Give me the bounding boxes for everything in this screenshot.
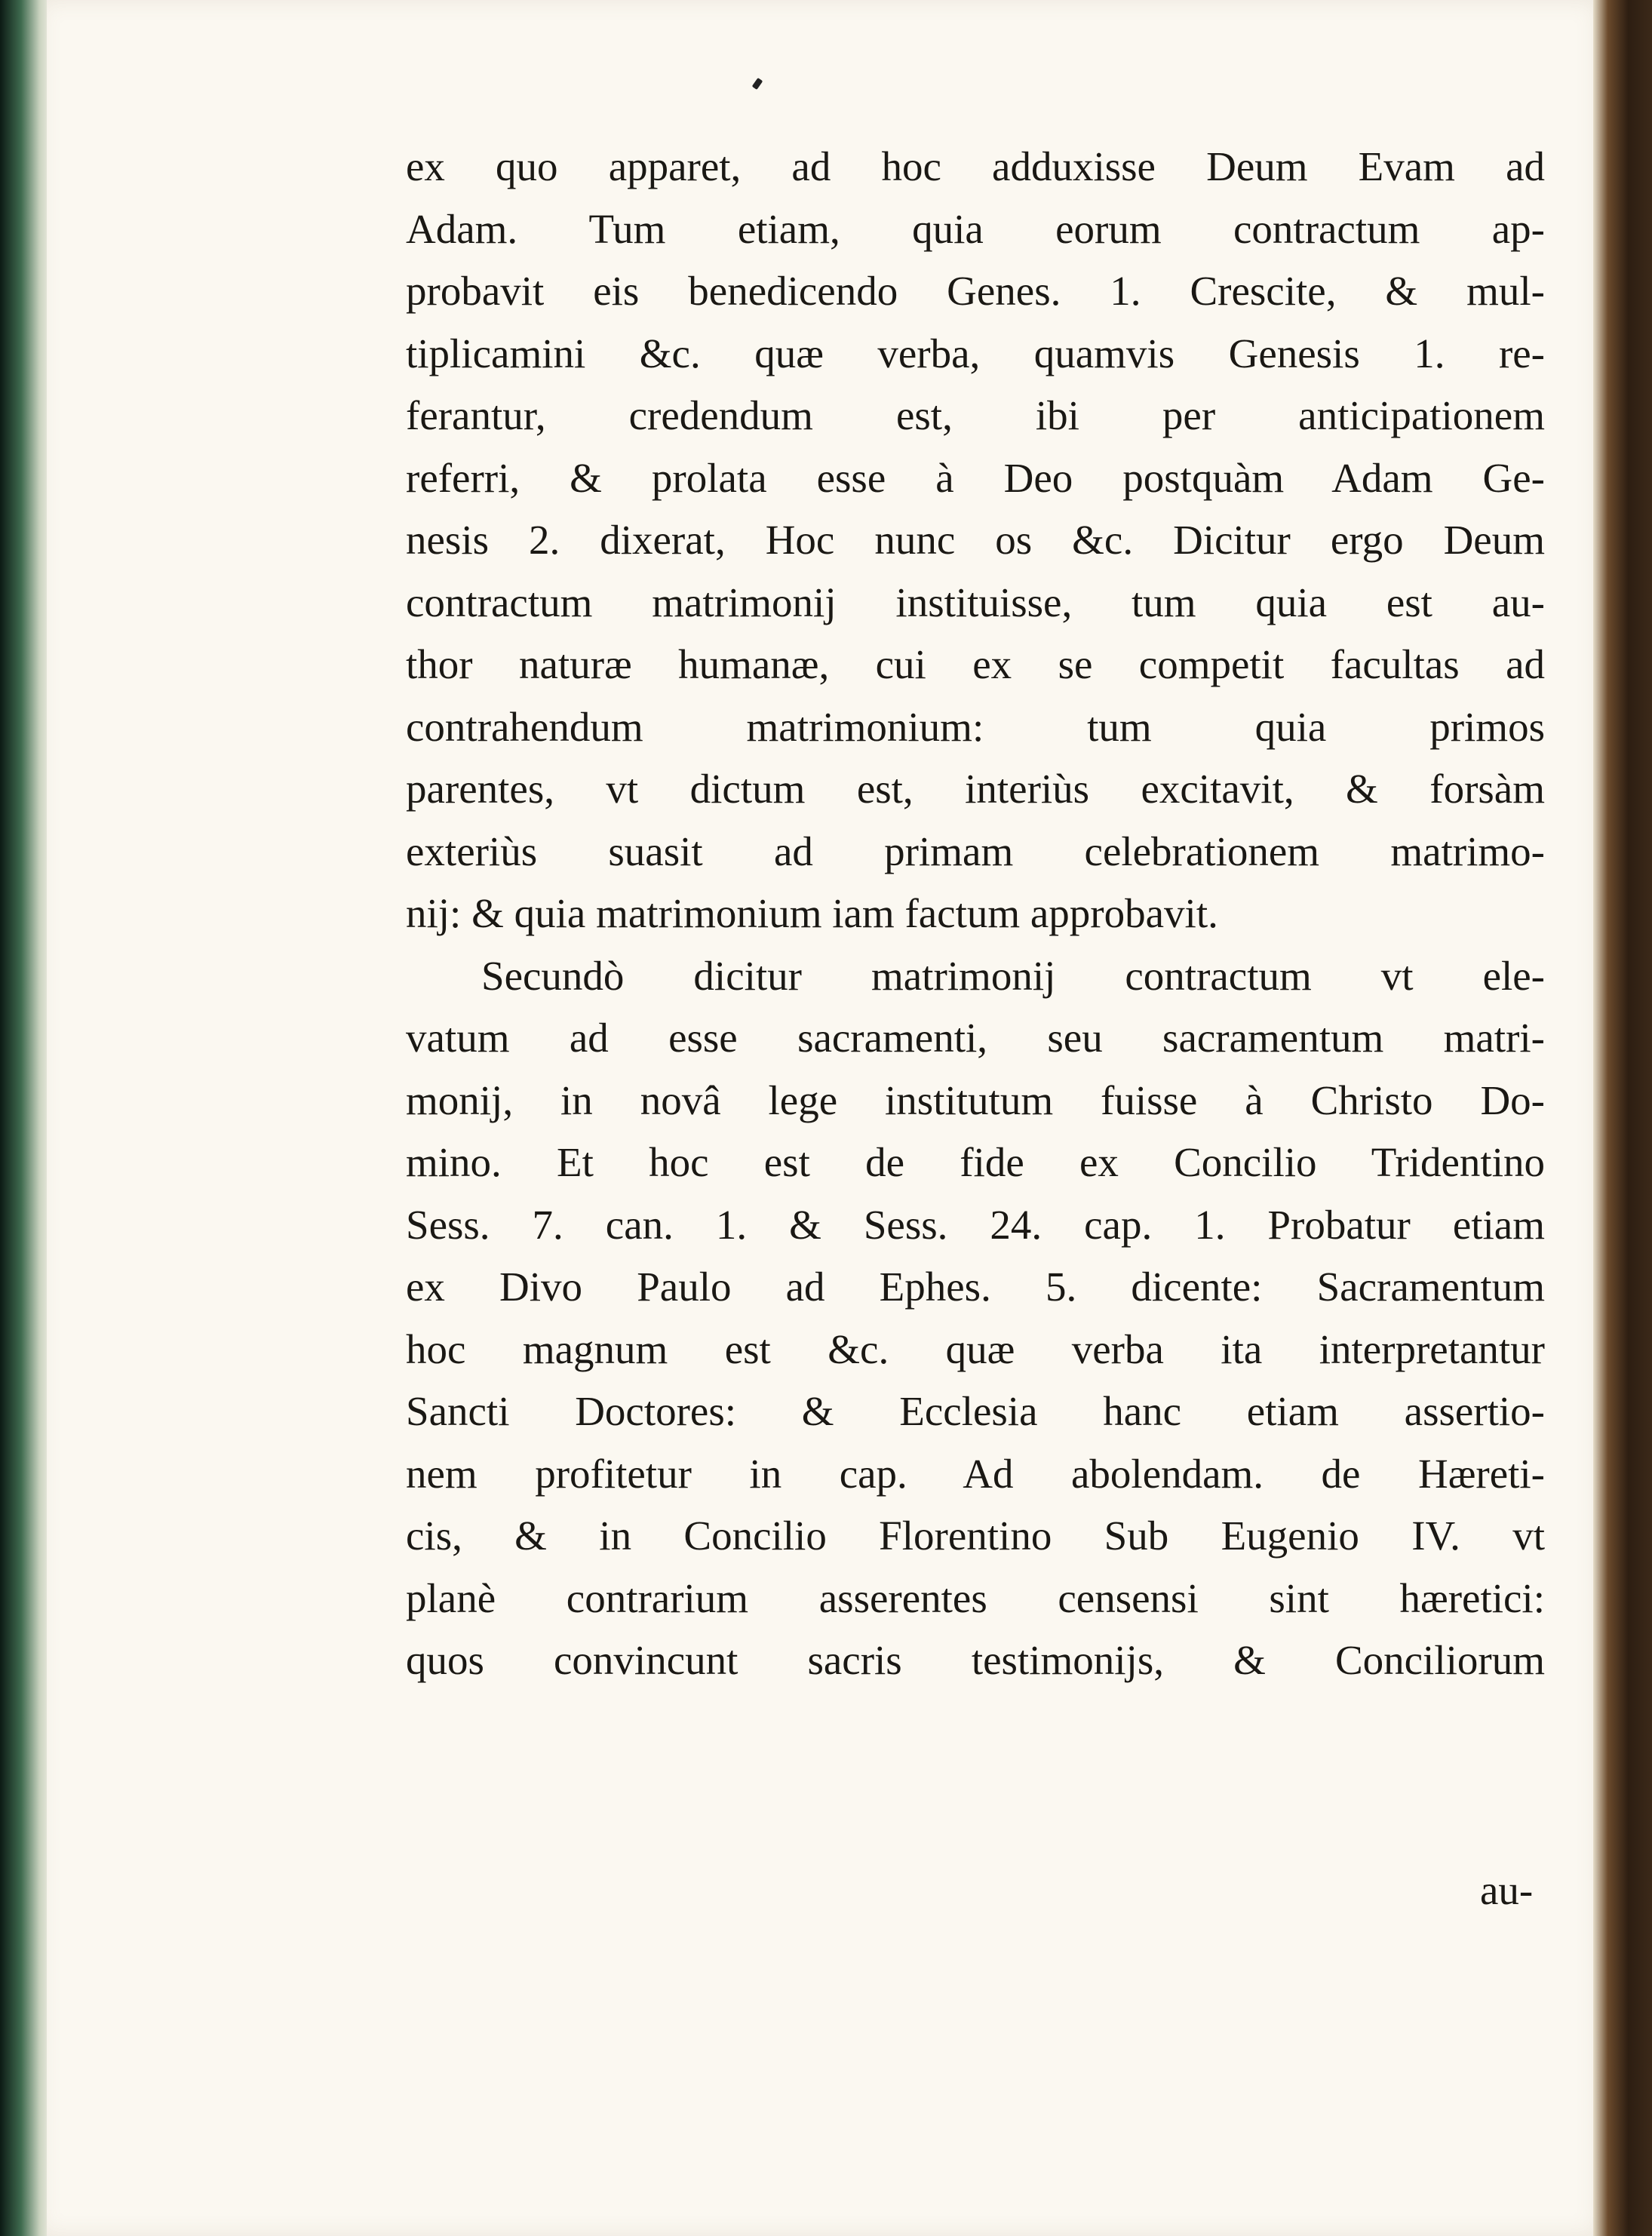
- text-line: cis, & in Concilio Florentino Sub Eugenio IV. vt: [406, 1513, 1545, 1559]
- text-line: exteriùs suasit ad primam celebrationem matrimo-: [406, 828, 1545, 874]
- text-line: tiplicamini &c. quæ verba, quamvis Genesis 1. re-: [406, 330, 1545, 376]
- book-spine-edge: [1593, 0, 1652, 2236]
- text-line: nem profitetur in cap. Ad abolendam. de Hæreti-: [406, 1450, 1545, 1497]
- paragraph-start-line: Secundò dicitur matrimonij contractum vt ele-: [481, 952, 1545, 999]
- text-line: monij, in novâ lege institutum fuisse à Christo Do-: [406, 1077, 1545, 1123]
- book-binding-edge: [0, 0, 53, 2236]
- text-line: Adam. Tum etiam, quia eorum contractum ap-: [406, 205, 1545, 252]
- text-line: vatum ad esse sacramenti, seu sacramentum matri-: [406, 1015, 1545, 1061]
- text-line: contractum matrimonij instituisse, tum quia est au-: [406, 579, 1545, 625]
- text-line: ferantur, credendum est, ibi per anticipationem: [406, 392, 1545, 438]
- text-line: quos convincunt sacris testimonijs, & Conciliorum: [406, 1637, 1545, 1683]
- text-line: hoc magnum est &c. quæ verba ita interpretantur: [406, 1325, 1545, 1372]
- text-line: nij: & quia matrimonium iam factum approbavit.: [406, 890, 1218, 936]
- text-line: nesis 2. dixerat, Hoc nunc os &c. Dicitur ergo Deum: [406, 517, 1545, 563]
- text-line: ex quo apparet, ad hoc adduxisse Deum Evam ad: [406, 143, 1545, 189]
- text-line: thor naturæ humanæ, cui ex se competit facultas ad: [406, 641, 1545, 687]
- text-line: referri, & prolata esse à Deo postquàm Adam Ge-: [406, 454, 1545, 501]
- text-line: parentes, vt dictum est, interiùs excitavit, & forsàm: [406, 766, 1545, 812]
- catchword: au-: [1480, 1867, 1534, 1913]
- text-line: Sess. 7. can. 1. & Sess. 24. cap. 1. Probatur etiam: [406, 1201, 1545, 1248]
- body-text: [406, 136, 1545, 1692]
- text-line: Sancti Doctores: & Ecclesia hanc etiam assertio-: [406, 1388, 1545, 1434]
- text-line: probavit eis benedicendo Genes. 1. Crescite, & mul-: [406, 268, 1545, 314]
- text-line: mino. Et hoc est de fide ex Concilio Tridentino: [406, 1139, 1545, 1185]
- text-line: contrahendum matrimonium: tum quia primos: [406, 703, 1545, 750]
- text-line: planè contrarium asserentes censensi sint hæretici:: [406, 1574, 1545, 1621]
- text-line: ex Divo Paulo ad Ephes. 5. dicente: Sacramentum: [406, 1264, 1545, 1310]
